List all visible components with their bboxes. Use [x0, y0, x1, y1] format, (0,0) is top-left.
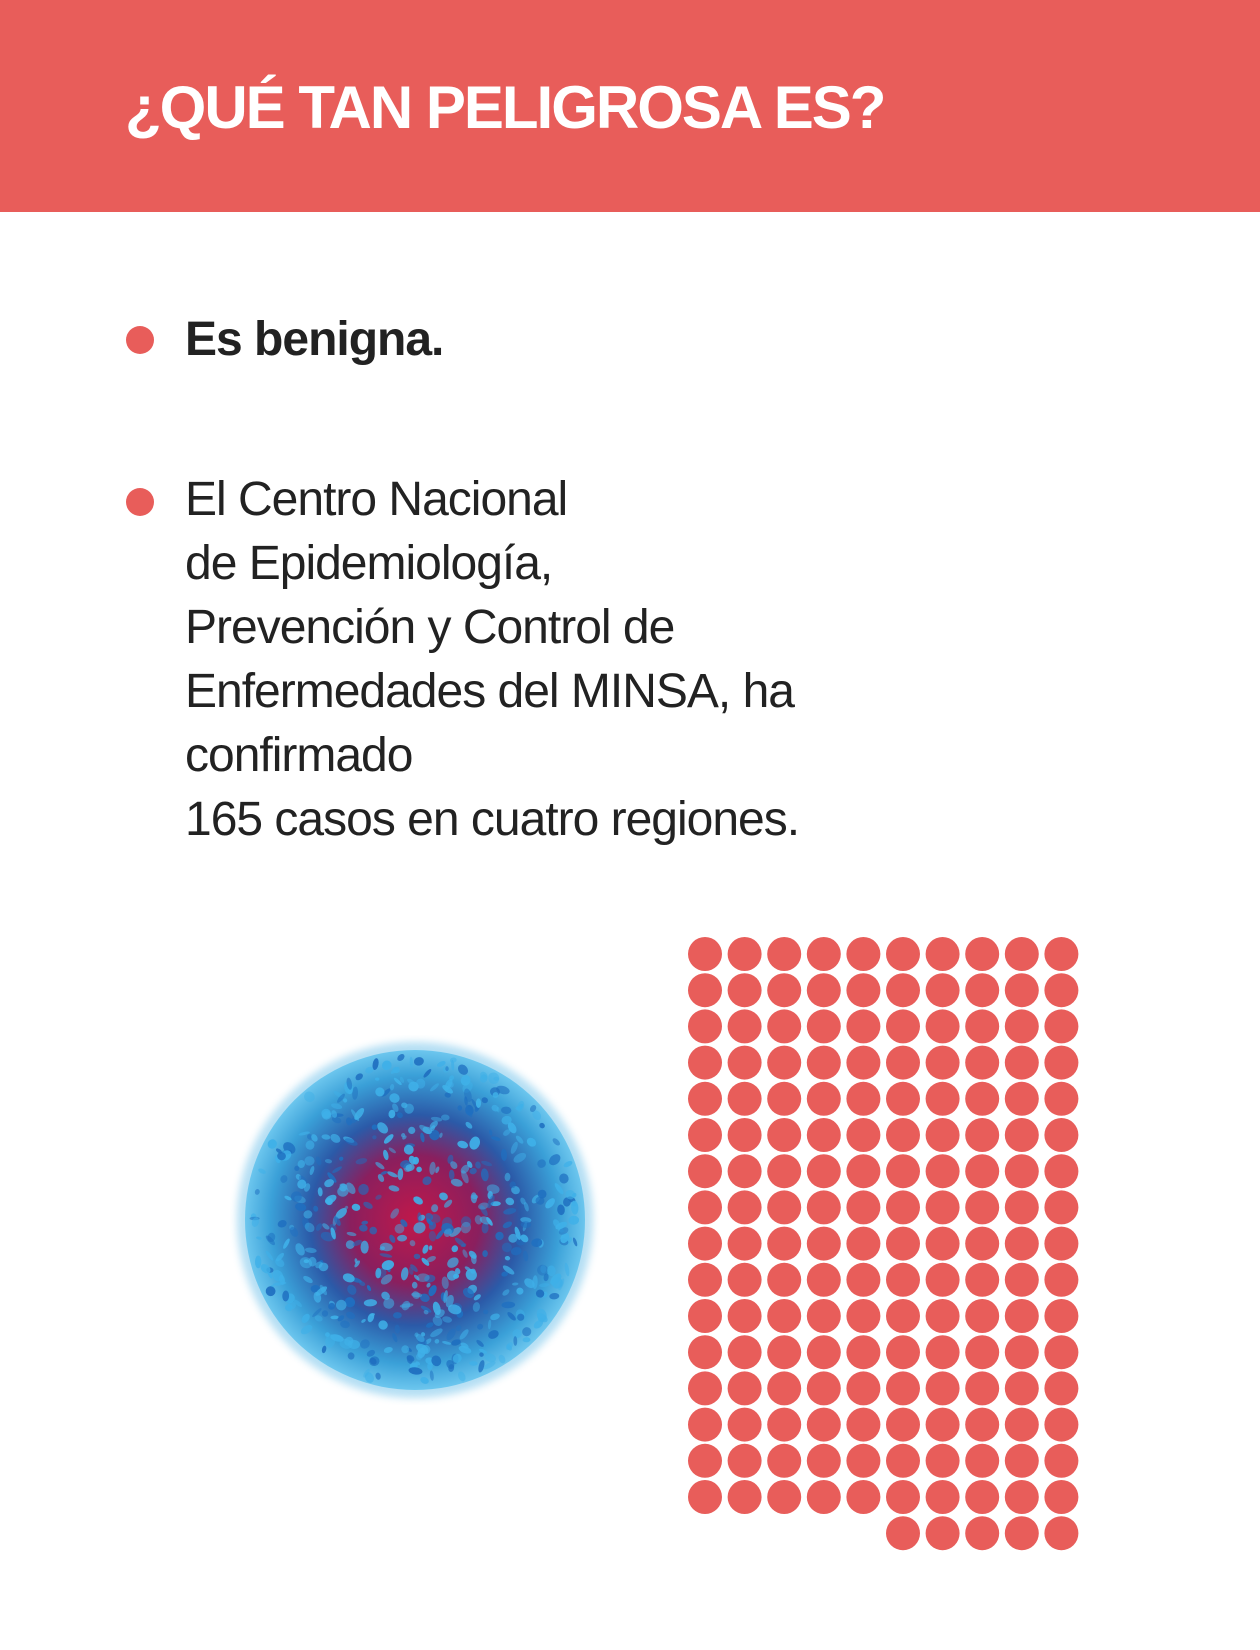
case-dot: [1044, 937, 1078, 971]
case-dot: [1005, 1009, 1039, 1043]
case-dot: [807, 937, 841, 971]
case-dot: [886, 1009, 920, 1043]
case-dot: [728, 1227, 762, 1261]
case-dot: [728, 1480, 762, 1514]
case-dot: [846, 1190, 880, 1224]
case-dot: [767, 1263, 801, 1297]
case-dot: [807, 1371, 841, 1405]
case-dot: [926, 1154, 960, 1188]
case-dot: [1044, 1335, 1078, 1369]
case-dot: [886, 1046, 920, 1080]
case-dot: [688, 1371, 722, 1405]
case-dot: [728, 1009, 762, 1043]
case-dot: [1005, 937, 1039, 971]
case-dot: [1005, 1190, 1039, 1224]
case-dot: [886, 1082, 920, 1116]
case-dot: [965, 1263, 999, 1297]
case-dot: [886, 1335, 920, 1369]
case-dot: [846, 973, 880, 1007]
case-dot: [926, 1444, 960, 1478]
case-dot: [767, 1046, 801, 1080]
case-dot: [1005, 973, 1039, 1007]
case-dot: [1005, 1263, 1039, 1297]
case-dot: [886, 1299, 920, 1333]
case-dot: [926, 1299, 960, 1333]
case-dot: [1044, 1371, 1078, 1405]
case-dot: [965, 1480, 999, 1514]
case-dot: [807, 1335, 841, 1369]
case-dot: [1005, 1046, 1039, 1080]
case-dot: [965, 1516, 999, 1550]
case-dot: [807, 1154, 841, 1188]
case-dot: [1044, 973, 1078, 1007]
case-dot: [767, 1444, 801, 1478]
case-dot: [807, 1190, 841, 1224]
case-dot: [886, 1371, 920, 1405]
case-dot: [846, 1408, 880, 1442]
case-dot: [1005, 1444, 1039, 1478]
case-dot: [807, 1227, 841, 1261]
case-dot: [965, 1408, 999, 1442]
case-dot: [886, 1516, 920, 1550]
case-dot: [728, 1154, 762, 1188]
bullet-text: Es benigna.: [185, 313, 444, 366]
case-dot: [688, 973, 722, 1007]
case-dot: [688, 1082, 722, 1116]
case-dots-grid: [685, 934, 1085, 1554]
case-dot: [846, 1299, 880, 1333]
case-dot: [1044, 1118, 1078, 1152]
case-dot: [926, 1371, 960, 1405]
case-dot: [688, 1480, 722, 1514]
case-dot: [1005, 1154, 1039, 1188]
virus-icon: [230, 1035, 600, 1405]
case-dot: [1044, 1480, 1078, 1514]
case-dot: [807, 1408, 841, 1442]
case-dot: [1044, 1299, 1078, 1333]
case-dot: [767, 1371, 801, 1405]
case-dot: [807, 1046, 841, 1080]
case-dot: [767, 1190, 801, 1224]
case-dot: [886, 937, 920, 971]
bullet-dot-icon: [126, 488, 154, 516]
case-dot: [965, 937, 999, 971]
case-dot: [728, 1444, 762, 1478]
case-dot: [926, 1190, 960, 1224]
case-dot: [886, 1444, 920, 1478]
case-dot: [807, 1480, 841, 1514]
case-dot: [1005, 1480, 1039, 1514]
case-dot: [1044, 1009, 1078, 1043]
case-dot: [1044, 1408, 1078, 1442]
case-dot: [965, 1009, 999, 1043]
case-dot: [965, 1082, 999, 1116]
case-dot: [965, 1154, 999, 1188]
case-dot: [807, 1009, 841, 1043]
case-dot: [926, 1335, 960, 1369]
case-dot: [1005, 1516, 1039, 1550]
case-dot: [688, 1118, 722, 1152]
case-dot: [965, 1299, 999, 1333]
case-dot: [886, 1227, 920, 1261]
case-dot: [807, 1299, 841, 1333]
case-dot: [767, 1299, 801, 1333]
case-dot: [1044, 1263, 1078, 1297]
case-dot: [886, 1480, 920, 1514]
bullet-dot-icon: [126, 326, 154, 354]
case-dot: [728, 1263, 762, 1297]
case-dot: [926, 973, 960, 1007]
case-dot: [1044, 1082, 1078, 1116]
case-dot: [846, 1444, 880, 1478]
case-dot: [688, 1046, 722, 1080]
case-dot: [926, 1082, 960, 1116]
case-dot: [807, 1082, 841, 1116]
case-dot: [846, 1154, 880, 1188]
case-dot: [926, 937, 960, 971]
case-dot: [728, 973, 762, 1007]
case-dot: [926, 1118, 960, 1152]
case-dot: [728, 1190, 762, 1224]
case-dot: [1005, 1299, 1039, 1333]
case-dot: [1044, 1444, 1078, 1478]
case-dot: [767, 1408, 801, 1442]
case-dot: [1005, 1082, 1039, 1116]
case-dot: [926, 1009, 960, 1043]
case-dot: [728, 1046, 762, 1080]
case-dot: [846, 1335, 880, 1369]
case-dot: [728, 1118, 762, 1152]
case-dot: [886, 1190, 920, 1224]
case-dot: [767, 1118, 801, 1152]
case-dot: [965, 1118, 999, 1152]
case-dot: [728, 1335, 762, 1369]
case-dot: [807, 1118, 841, 1152]
case-dot: [1005, 1118, 1039, 1152]
case-dot: [926, 1516, 960, 1550]
case-dot: [926, 1408, 960, 1442]
case-dot: [965, 1444, 999, 1478]
case-dot: [728, 1371, 762, 1405]
case-dot: [1044, 1190, 1078, 1224]
case-dot: [767, 1480, 801, 1514]
case-dot: [846, 1263, 880, 1297]
case-dot: [965, 973, 999, 1007]
case-dot: [688, 1009, 722, 1043]
case-dot: [688, 937, 722, 971]
case-dot: [1005, 1371, 1039, 1405]
case-dot: [688, 1408, 722, 1442]
case-dot: [965, 1371, 999, 1405]
case-dot: [886, 1408, 920, 1442]
case-dot: [688, 1444, 722, 1478]
case-dot: [846, 1118, 880, 1152]
case-dot: [965, 1335, 999, 1369]
case-dot: [688, 1190, 722, 1224]
case-dot: [728, 1408, 762, 1442]
page-title: ¿QUÉ TAN PELIGROSA ES?: [125, 74, 885, 141]
case-dot: [846, 1480, 880, 1514]
case-dot: [767, 937, 801, 971]
case-dot: [965, 1190, 999, 1224]
case-dot: [728, 1299, 762, 1333]
case-dot: [688, 1299, 722, 1333]
case-dot: [767, 1009, 801, 1043]
case-dot: [846, 1046, 880, 1080]
case-dot: [767, 1335, 801, 1369]
case-dot: [965, 1227, 999, 1261]
case-dot: [1044, 1046, 1078, 1080]
case-dot: [886, 1263, 920, 1297]
case-dot: [926, 1480, 960, 1514]
case-dot: [846, 1227, 880, 1261]
bullet-text: El Centro Nacional de Epidemiología, Prevención y Control de Enfermedades del MINSA, ha confirmado 165 casos en cuatro regiones.: [185, 473, 800, 846]
case-dot: [1044, 1227, 1078, 1261]
case-dot: [926, 1046, 960, 1080]
case-dot: [886, 1118, 920, 1152]
case-dot: [846, 937, 880, 971]
case-dot: [1044, 1516, 1078, 1550]
case-dot: [886, 1154, 920, 1188]
case-dot: [688, 1227, 722, 1261]
header-banner: [0, 0, 1260, 212]
case-dot: [846, 1009, 880, 1043]
case-dot: [1005, 1335, 1039, 1369]
case-dot: [846, 1082, 880, 1116]
case-dot: [926, 1227, 960, 1261]
case-dot: [728, 1082, 762, 1116]
case-dot: [688, 1154, 722, 1188]
case-dot: [767, 1082, 801, 1116]
case-dot: [1005, 1227, 1039, 1261]
case-dot: [926, 1263, 960, 1297]
case-dot: [767, 973, 801, 1007]
case-dot: [688, 1263, 722, 1297]
case-dot: [807, 1263, 841, 1297]
case-dot: [728, 937, 762, 971]
case-dot: [688, 1335, 722, 1369]
case-dot: [846, 1371, 880, 1405]
case-dot: [1005, 1408, 1039, 1442]
case-dot: [767, 1154, 801, 1188]
case-dot: [886, 973, 920, 1007]
case-dot: [767, 1227, 801, 1261]
case-dot: [807, 1444, 841, 1478]
case-dot: [1044, 1154, 1078, 1188]
case-dot: [807, 973, 841, 1007]
case-dot: [965, 1046, 999, 1080]
